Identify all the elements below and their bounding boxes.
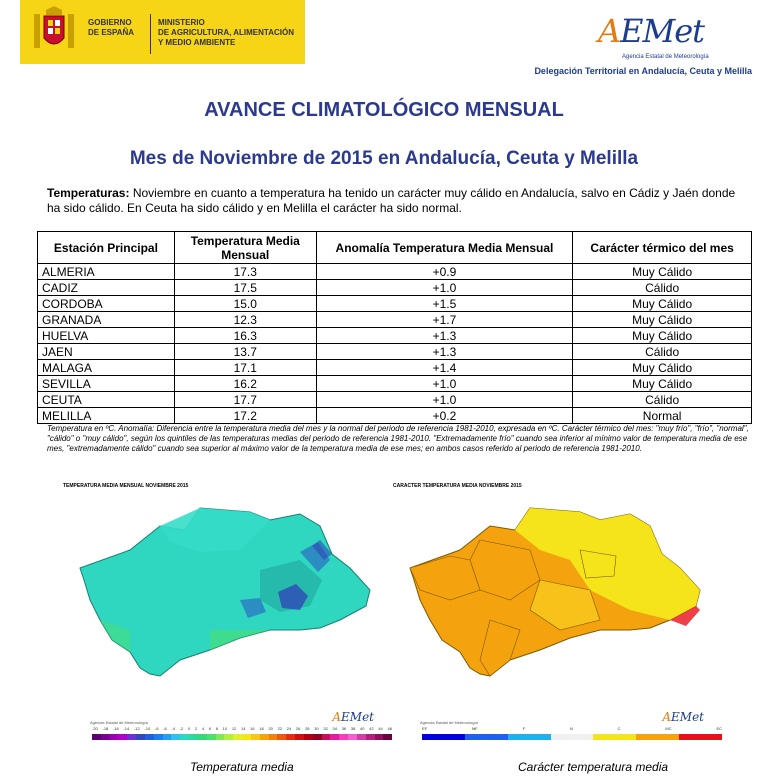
scale-label: 26 (295, 726, 301, 731)
anomaly-cell: +1.7 (316, 312, 573, 328)
scale-label: -8 (154, 726, 159, 731)
scale-label: 24 (286, 726, 292, 731)
station-cell: SEVILLA (38, 376, 175, 392)
scale-swatch (260, 734, 269, 740)
scale-label: MC (665, 726, 672, 731)
scale-swatch (269, 734, 278, 740)
scale-swatch (154, 734, 163, 740)
scale-label: 38 (350, 726, 356, 731)
temperature-map-image (60, 480, 390, 742)
character-cell: Muy Cálido (573, 328, 752, 344)
temperature-map-title: TEMPERATURA MEDIA MENSUAL NOVIEMBRE 2015 (63, 483, 189, 489)
scale-label: 32 (323, 726, 328, 731)
temperature-summary (47, 186, 747, 216)
scale-label: 40 (360, 726, 365, 731)
scale-swatch (465, 734, 508, 740)
table-row (38, 344, 752, 360)
station-cell: MALAGA (38, 360, 175, 376)
anomaly-cell: +1.5 (316, 296, 573, 312)
header-character: Carácter térmico del mes (573, 232, 752, 264)
scale-swatch (136, 734, 145, 740)
scale-swatch (145, 734, 154, 740)
left-map-agency: Agencia Estatal de Meteorología (90, 720, 148, 725)
temp-cell: 12.3 (174, 312, 316, 328)
table-row (38, 280, 752, 296)
anomaly-cell: +0.9 (316, 264, 573, 280)
temperature-map-panel (60, 480, 390, 742)
temperature-color-scale (92, 734, 392, 740)
scale-swatch (295, 734, 304, 740)
station-cell: HUELVA (38, 328, 175, 344)
aemet-agency-label: Agencia Estatal de Meteorología (622, 54, 709, 60)
scale-label: -20 (92, 726, 98, 731)
scale-label: F (522, 726, 526, 731)
scale-swatch (198, 734, 207, 740)
scale-label: 12 (231, 726, 237, 731)
scale-swatch (216, 734, 225, 740)
anomaly-cell: +1.3 (316, 344, 573, 360)
stations-table (37, 231, 752, 424)
anomaly-cell: +1.0 (316, 392, 573, 408)
scale-swatch (593, 734, 636, 740)
character-cell: Normal (573, 408, 752, 424)
station-cell: ALMERIA (38, 264, 175, 280)
scale-swatch (171, 734, 180, 740)
scale-label: MF (471, 726, 478, 731)
temp-cell: 15.0 (174, 296, 316, 312)
table-row (38, 376, 752, 392)
summary-label: Temperaturas: (47, 186, 130, 200)
scale-swatch (277, 734, 286, 740)
temperature-map-caption: Temperatura media (190, 760, 294, 774)
temp-cell: 17.3 (174, 264, 316, 280)
character-map-caption: Carácter temperatura media (518, 760, 669, 774)
scale-label: EF (422, 726, 428, 731)
temp-cell: 17.2 (174, 408, 316, 424)
table-row (38, 312, 752, 328)
scale-label: 42 (369, 726, 374, 731)
station-cell: JAEN (38, 344, 175, 360)
temp-cell: 17.7 (174, 392, 316, 408)
scale-swatch (224, 734, 233, 740)
scale-swatch (163, 734, 172, 740)
scale-label: -14 (123, 726, 130, 731)
right-map-agency: Agencia Estatal de Meteorología (420, 720, 478, 725)
table-row (38, 392, 752, 408)
scale-swatch (375, 734, 384, 740)
scale-label: 6 (208, 726, 212, 731)
scale-swatch (313, 734, 322, 740)
table-header-row (38, 232, 752, 264)
page-header (0, 0, 768, 76)
scale-swatch (92, 734, 101, 740)
scale-label: -18 (102, 726, 109, 731)
scale-swatch (180, 734, 189, 740)
page-title: AVANCE CLIMATOLÓGICO MENSUAL (204, 99, 564, 121)
right-map-aemet-logo (662, 710, 704, 724)
table-row (38, 360, 752, 376)
station-cell: CEUTA (38, 392, 175, 408)
character-scale-labels (422, 726, 722, 731)
station-cell: CADIZ (38, 280, 175, 296)
scale-label: EC (716, 726, 722, 731)
scale-swatch (330, 734, 339, 740)
scale-label: 8 (215, 726, 218, 731)
anomaly-cell: +1.0 (316, 376, 573, 392)
scale-label: 4 (201, 726, 205, 731)
left-map-aemet-a: A (332, 710, 342, 724)
scale-swatch (551, 734, 594, 740)
character-map-image (390, 480, 720, 742)
scale-label: -12 (133, 726, 140, 731)
scale-label: 14 (240, 726, 246, 731)
header-divider (150, 14, 151, 54)
header-anomaly: Anomalía Temperatura Media Mensual (316, 232, 573, 264)
scale-label: 16 (250, 726, 255, 731)
aemet-logo-rest: EMet (620, 12, 705, 50)
character-cell: Cálido (573, 392, 752, 408)
scale-label: 44 (378, 726, 383, 731)
scale-swatch (251, 734, 260, 740)
delegation-label: Delegación Territorial en Andalucía, Ceuta y Melilla (534, 66, 752, 76)
table-row (38, 408, 752, 424)
coat-of-arms-icon (30, 6, 78, 58)
character-cell: Muy Cálido (573, 360, 752, 376)
summary-text: Noviembre en cuanto a temperatura ha tenido un carácter muy cálido en Andalucía, salvo en Cádiz y Jaén donde ha sido cálido. En Ceuta ha sido cálido y en Melilla el carácter ha sido normal. (47, 186, 736, 215)
scale-label: 30 (314, 726, 319, 731)
page-subtitle: Mes de Noviembre de 2015 en Andalucía, Ceuta y Melilla (129, 148, 639, 169)
scale-label: 0 (187, 726, 191, 731)
left-map-aemet-rest: EMet (341, 710, 374, 724)
right-map-aemet-rest: EMet (671, 710, 704, 724)
temp-cell: 17.5 (174, 280, 316, 296)
aemet-logo (598, 12, 704, 50)
scale-swatch (304, 734, 313, 740)
table-row (38, 264, 752, 280)
scale-swatch (127, 734, 136, 740)
scale-label: C (617, 726, 621, 731)
gov-line-1: GOBIERNO (88, 18, 132, 27)
scale-label: N (569, 726, 573, 731)
scale-swatch (366, 734, 375, 740)
ministry-line-3: Y MEDIO AMBIENTE (158, 38, 236, 47)
government-logo-box (20, 0, 305, 64)
character-cell: Muy Cálido (573, 296, 752, 312)
government-label (88, 18, 134, 38)
scale-label: 34 (332, 726, 337, 731)
temp-cell: 16.2 (174, 376, 316, 392)
anomaly-cell: +1.0 (316, 280, 573, 296)
scale-swatch (508, 734, 551, 740)
temp-cell: 16.3 (174, 328, 316, 344)
scale-label: 20 (268, 726, 273, 731)
scale-swatch (357, 734, 366, 740)
station-cell: CORDOBA (38, 296, 175, 312)
scale-swatch (339, 734, 348, 740)
scale-swatch (207, 734, 216, 740)
table-row (38, 296, 752, 312)
header-temp: Temperatura Media Mensual (174, 232, 316, 264)
aemet-logo-a: A (598, 12, 621, 50)
scale-label: 2 (194, 726, 198, 731)
left-map-aemet-logo (332, 710, 374, 724)
scale-swatch (101, 734, 110, 740)
scale-swatch (110, 734, 119, 740)
scale-swatch (348, 734, 357, 740)
station-cell: MELILLA (38, 408, 175, 424)
right-map-aemet-a: A (662, 710, 672, 724)
ministry-line-2: DE AGRICULTURA, ALIMENTACIÓN (158, 28, 294, 37)
temp-cell: 17.1 (174, 360, 316, 376)
scale-label: 36 (341, 726, 347, 731)
gov-line-2: DE ESPAÑA (88, 28, 135, 37)
scale-label: -2 (179, 726, 184, 731)
scale-swatch (322, 734, 331, 740)
ministry-line-1: MINISTERIO (158, 18, 205, 27)
station-cell: GRANADA (38, 312, 175, 328)
scale-label: 28 (305, 726, 310, 731)
scale-label: 10 (222, 726, 228, 731)
character-map-panel (390, 480, 720, 742)
table-row (38, 328, 752, 344)
character-cell: Muy Cálido (573, 264, 752, 280)
anomaly-cell: +1.4 (316, 360, 573, 376)
character-cell: Cálido (573, 280, 752, 296)
scale-swatch (189, 734, 198, 740)
scale-label: 46 (387, 726, 392, 731)
scale-label: 18 (259, 726, 264, 731)
anomaly-cell: +1.3 (316, 328, 573, 344)
scale-swatch (679, 734, 722, 740)
scale-swatch (242, 734, 251, 740)
scale-swatch (118, 734, 127, 740)
character-map-title: CARACTER TEMPERATURA MEDIA NOVIEMBRE 2015 (393, 483, 522, 489)
scale-label: 22 (277, 726, 283, 731)
scale-label: -16 (112, 726, 119, 731)
header-station: Estación Principal (38, 232, 175, 264)
character-cell: Cálido (573, 344, 752, 360)
scale-swatch (636, 734, 679, 740)
scale-swatch (422, 734, 465, 740)
scale-swatch (233, 734, 242, 740)
temp-cell: 13.7 (174, 344, 316, 360)
scale-swatch (286, 734, 295, 740)
temperature-scale-labels (92, 726, 392, 731)
character-color-scale (422, 734, 722, 740)
anomaly-cell: +0.2 (316, 408, 573, 424)
character-cell: Muy Cálido (573, 312, 752, 328)
scale-label: -4 (171, 726, 175, 731)
character-cell: Muy Cálido (573, 376, 752, 392)
scale-label: -6 (163, 726, 167, 731)
ministry-label (158, 18, 294, 48)
scale-label: -10 (144, 726, 151, 731)
table-footnote: Temperatura en ºC. Anomalía: Diferencia entre la temperatura media del mes y la normal del periodo de referencia 1981-2010, expresada en ºC. Carácter térmico del mes: "muy frío", "frío", "normal", "cálido" o "muy cálido", según los quintiles de las temperaturas medias del periodo de referencia 1981-2010. "Extremadamente frío" cuando sea inferior al mínimo valor de temperatura media de ese mes, "extremadamente cálido" cuando sea superior al máximo valor de la temperatura media de ese mes; en ambos casos referido al periodo de referencia 1981-2010. (47, 424, 749, 453)
